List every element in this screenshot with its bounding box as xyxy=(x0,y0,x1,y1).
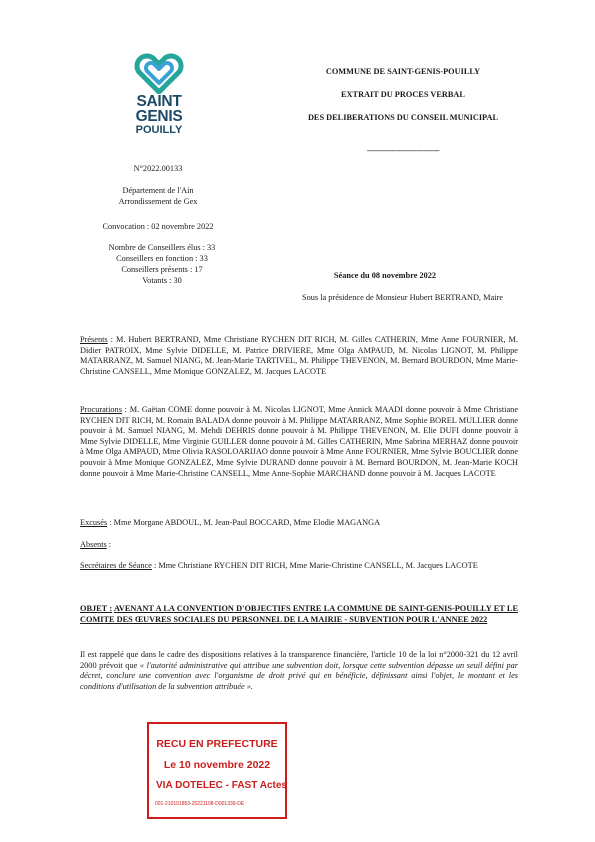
header-extrait: EXTRAIT DU PROCES VERBAL xyxy=(341,90,465,99)
seance-title: Séance du 08 novembre 2022 xyxy=(333,271,437,280)
departement: Département de l'Ain xyxy=(122,186,194,195)
secretaires-label: Secrétaires de Séance xyxy=(80,561,152,570)
stamp-line-ref: 001-210101853-20221108-D001339-DE xyxy=(155,801,245,807)
presents-label: Présents xyxy=(80,335,108,344)
votants: Votants : 30 xyxy=(142,276,182,285)
stamp-line-date: Le 10 novembre 2022 xyxy=(163,759,271,771)
stamp-line-via: VIA DOTELEC - FAST Actes xyxy=(156,780,287,791)
saint-genis-logo xyxy=(118,52,200,137)
objet-paragraph xyxy=(80,604,518,625)
seance-presidence: Sous la présidence de Monsieur Hubert BERTRAND, Maire xyxy=(302,293,503,302)
logo-text-saint: SAINT xyxy=(136,93,182,110)
header-separator: -------------------------------- xyxy=(366,146,440,155)
header-deliberations: DES DELIBERATIONS DU CONSEIL MUNICIPAL xyxy=(307,113,499,122)
absents-paragraph xyxy=(80,540,518,551)
secretaires-paragraph xyxy=(80,561,518,572)
absents-list: : xyxy=(106,540,112,549)
presents-list: : M. Hubert BERTRAND, Mme Christiane RYCHEN DIT RICH, M. Gilles CATHERIN, Mme Anne FOURNIER, M. Didier PATROIX, Mme Sylvie DIDELLE, M. Patrice DRIVIERE, Mme Olga AMPAUD, M. Nicolas LIGNOT, M. Philippe MATARRANZ, M. Samuel NIANG, M. Jean-Marie TARTIVEL, M. Philippe THEVENON, M. Bernard BOURDON, Mme Marie-Christine CANSELL, Mme Monique GONZALEZ, M. Jacques LACOTE xyxy=(80,335,518,376)
excuses-label: Excusés xyxy=(80,518,108,527)
presents-paragraph xyxy=(80,335,518,377)
procurations-label: Procurations xyxy=(80,405,122,414)
excuses-list: : Mme Morgane ABDOUL, M. Jean-Paul BOCCARD, Mme Elodie MAGANGA xyxy=(107,518,381,527)
logo-text-genis: GENIS xyxy=(135,108,183,125)
heart-logo-icon xyxy=(133,52,185,94)
absents-label: Absents xyxy=(80,540,107,549)
rappel-paragraph xyxy=(80,650,518,692)
conseillers-elus: Nombre de Conseillers élus : 33 xyxy=(108,243,216,252)
objet-label: OBJET : xyxy=(80,604,113,613)
conseillers-presents: Conseillers présents : 17 xyxy=(121,265,203,274)
convocation-date: Convocation : 02 novembre 2022 xyxy=(102,222,214,231)
rappel-text: Il est rappelé que dans le cadre des dispositions relatives à la transparence financière, l'article 10 de la loi n°2000-321 du 12 avril 2000 prévoit que xyxy=(80,650,518,670)
header-commune: COMMUNE DE SAINT-GENIS-POUILLY xyxy=(325,67,481,76)
arrondissement: Arrondissement de Gex xyxy=(118,197,198,206)
stamp-line-recu: RECU EN PREFECTURE xyxy=(156,738,278,750)
logo-text-pouilly: POUILLY xyxy=(135,124,183,136)
excuses-paragraph xyxy=(80,518,518,529)
rappel-quote: « l'autorité administrative qui attribue une subvention doit, lorsque cette subvention dépasse un seuil défini par décret, conclure une convention avec l'organisme de droit privé qui en bénéficie, définissant ainsi l'objet, le montant et les conditions d'utilisation de la subvention attribuée ». xyxy=(80,660,518,691)
objet-text: AVENANT A LA CONVENTION D'OBJECTIFS ENTRE LA COMMUNE DE SAINT-GENIS-POUILLY ET LE COMITE DES ŒUVRES SOCIALES DU PERSONNEL DE LA MAIRIE - SUBVENTION POUR L'ANNEE 2022 xyxy=(80,604,518,624)
deliberation-number: N°2022.00133 xyxy=(133,164,183,173)
conseillers-fonction: Conseillers en fonction : 33 xyxy=(116,254,208,263)
procurations-paragraph xyxy=(80,405,518,479)
procurations-list: : M. Gaëtan COME donne pouvoir à M. Nicolas LIGNOT, Mme Annick MAADI donne pouvoir à Mme Christiane RYCHEN DIT RICH, M. Romain BALADA donne pouvoir à M. Philippe MATARRANZ, Mme Sophie BOREL MULLIER donne pouvoir à M. Samuel NIANG, M. Mehdi DEHRIS donne pouvoir à M. Philippe THEVENON, M. Elie DUFI donne pouvoir à Mme Sylvie DIDELLE, Mme Virginie GUILLER donne pouvoir à M. Gilles CATHERIN, Mme Sabrina MERHAZ donne pouvoir à Mme Olga AMPAUD, Mme Olivia RASOLOARIJAO donne pouvoir à Mme Anne FOURNIER, Mme Sylvie BOUCLIER donne pouvoir à Mme Monique GONZALEZ, Mme Sylvie DURAND donne pouvoir à M. Bernard BOURDON, M. Jean-Marie KOCH donne pouvoir à Mme Marie-Christine CANSELL, Mme Anne-Sophie MARCHAND donne pouvoir à M. Jacques LACOTE xyxy=(80,405,518,478)
prefecture-stamp xyxy=(147,722,287,819)
secretaires-list: : Mme Christiane RYCHEN DIT RICH, Mme Marie-Christine CANSELL, M. Jacques LACOTE xyxy=(151,561,478,570)
